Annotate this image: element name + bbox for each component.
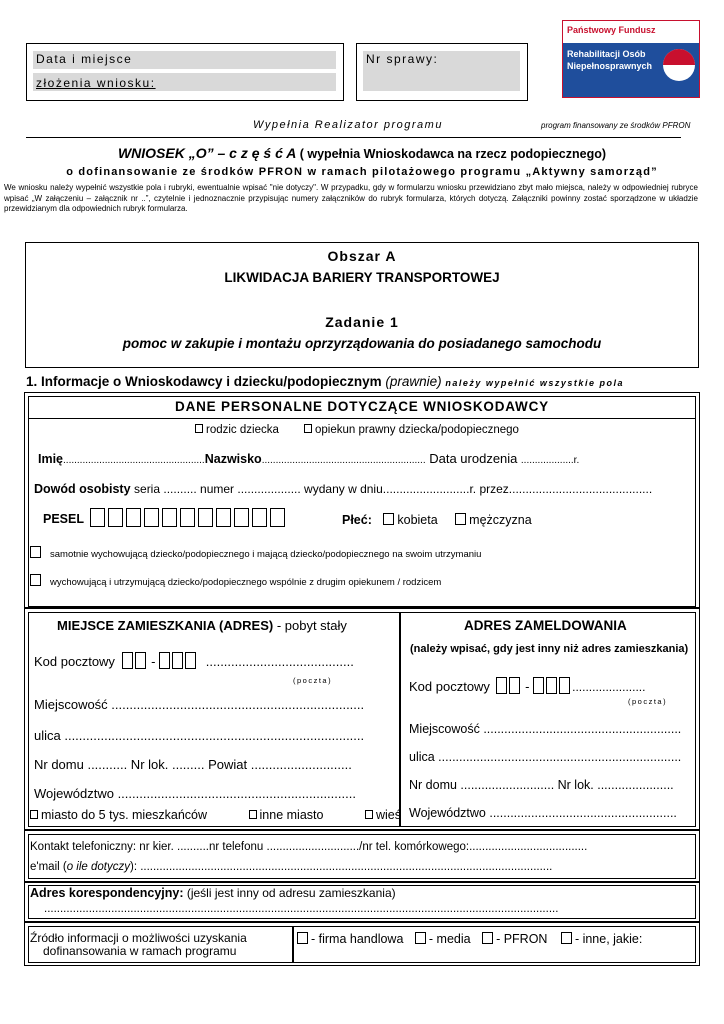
- postal-code-field[interactable]: -: [122, 654, 199, 669]
- email-field[interactable]: ): .................................................................................................................................: [129, 861, 553, 873]
- source-commercial: - firma handlowa: [311, 932, 404, 946]
- phone-row[interactable]: Kontakt telefoniczny: nr kier. ..........nr telefonu ............................./nr tel. komórkowego:.....................................: [30, 841, 588, 853]
- first-name-field[interactable]: ...................................................: [63, 455, 205, 466]
- id-card-field[interactable]: seria .......... numer ................... wydany w dniu..........................r. przez...........................................: [134, 482, 653, 496]
- email-label: e'mail (: [30, 861, 67, 873]
- locality-village: wieś: [375, 808, 401, 822]
- residence-street[interactable]: ulica ...................................................................................: [34, 728, 365, 743]
- section-1-heading: [26, 374, 624, 389]
- registered-number-row[interactable]: Nr domu ........................... Nr lok. ......................: [409, 778, 674, 792]
- residence-postal-row: [34, 652, 354, 669]
- pfron-logo: [562, 20, 700, 98]
- source-media: - media: [428, 932, 471, 946]
- id-card-label: Dowód osobisty: [34, 482, 131, 496]
- role-parent[interactable]: [195, 424, 279, 436]
- pesel-field[interactable]: [90, 512, 288, 526]
- checkbox-icon[interactable]: [561, 932, 572, 944]
- header-divider: [26, 137, 681, 138]
- registered-post-office-caption: (poczta): [628, 697, 668, 706]
- registered-city[interactable]: Miejscowość .........................................................: [409, 722, 682, 736]
- financed-note: program finansowany ze środków PFRON: [541, 121, 691, 130]
- checkbox-icon[interactable]: [30, 574, 41, 586]
- section-1-paren: (prawnie): [385, 374, 442, 389]
- post-office-field[interactable]: .........................................: [205, 654, 354, 669]
- registered-postal-field[interactable]: -: [496, 679, 573, 694]
- correspondence-field[interactable]: .................................................................................................................................................................: [44, 903, 559, 915]
- task-label: Zadanie 1: [325, 314, 399, 330]
- form-title-note: ( wypełnia Wnioskodawca na rzecz podopiecznego): [299, 147, 607, 161]
- role-parent-label: rodzic dziecka: [206, 424, 279, 436]
- last-name-label: Nazwisko: [204, 452, 262, 466]
- email-row[interactable]: [30, 861, 552, 873]
- form-title: [0, 145, 724, 161]
- locality-type-row: [30, 808, 401, 822]
- residence-number-row[interactable]: Nr domu ........... Nr lok. ......... Powiat ............................: [34, 757, 352, 772]
- date-place-label-1: Data i miejsce: [36, 52, 133, 66]
- residence-voivodeship[interactable]: Województwo ..................................................................: [34, 786, 356, 801]
- email-note: o ile dotyczy: [66, 861, 130, 873]
- registered-postal-label: Kod pocztowy: [409, 679, 490, 694]
- single-parent-label: samotnie wychowującą dziecko/podopiecznego i mającą dziecko/podopiecznego na swoim utrzymaniu: [50, 549, 482, 560]
- realizator-note: Wypełnia Realizator programu: [253, 119, 443, 131]
- pesel-label: PESEL: [43, 512, 84, 526]
- correspondence-row: [30, 886, 396, 900]
- role-guardian-label: opiekun prawny dziecka/podopiecznego: [315, 424, 519, 436]
- source-label-1: Źródło informacji o możliwości uzyskania: [30, 931, 247, 945]
- personal-title-divider: [28, 418, 696, 419]
- logo-line-2: Rehabilitacji Osób: [567, 49, 646, 59]
- section-1-note: należy wypełnić wszystkie pola: [445, 378, 624, 388]
- checkbox-icon[interactable]: [365, 810, 373, 819]
- checkbox-icon[interactable]: [482, 932, 493, 944]
- task-name: pomoc w zakupie i montażu oprzyrządowania do posiadanego samochodu: [122, 336, 602, 351]
- registered-title: ADRES ZAMELDOWANIA: [464, 618, 627, 633]
- gender-row: [342, 513, 532, 527]
- case-number-box: [356, 43, 528, 101]
- birth-date-field[interactable]: ...................r.: [520, 455, 580, 466]
- joint-parent-label: wychowującą i utrzymującą dziecko/podopiecznego wspólnie z drugim opiekunem / rodzicem: [50, 577, 442, 588]
- form-instruction: We wniosku należy wypełnić wszystkie pola i rubryki, ewentualnie wpisać "nie dotyczy". W przypadku, gdy w formularzu wniosku przewidziano zbyt mało miejsca, należy w odpowiedniej rubryce wpisać „W załączeniu – załącznik nr ..”, czytelnie i jednoznacznie przypisując numery załączników do rubryk formularza, których dotyczą. Załączniki powinny zostać sporządzone w układzie przewidzianym dla odpowiednich rubryk formularza.: [4, 183, 698, 213]
- post-office-caption: (poczta): [293, 676, 333, 685]
- last-name-field[interactable]: ...........................................................: [261, 455, 426, 466]
- logo-line-3: Niepełnosprawnych: [567, 61, 653, 71]
- correspondence-note: (jeśli jest inny od adresu zamieszkania): [183, 886, 396, 900]
- correspondence-label: Adres korespondencyjny:: [30, 886, 184, 900]
- male-label: mężczyzna: [469, 513, 532, 527]
- postal-code-label: Kod pocztowy: [34, 654, 115, 669]
- area-name: LIKWIDACJA BARIERY TRANSPORTOWEJ: [224, 270, 500, 285]
- single-parent-option[interactable]: [30, 546, 481, 560]
- source-pfron: - PFRON: [496, 932, 548, 946]
- birth-date-label: Data urodzenia: [429, 451, 518, 466]
- checkbox-icon[interactable]: [195, 424, 203, 433]
- locality-other-city: inne miasto: [259, 808, 324, 822]
- locality-small-town: miasto do 5 tys. mieszkańców: [41, 808, 208, 822]
- registered-voivodeship[interactable]: Województwo ......................................................: [409, 806, 677, 820]
- residence-city[interactable]: Miejscowość ......................................................................: [34, 697, 365, 712]
- male-checkbox[interactable]: [455, 513, 466, 525]
- source-label-2: dofinansowania w ramach programu: [43, 944, 237, 958]
- source-options: [297, 932, 642, 946]
- female-label: kobieta: [397, 513, 438, 527]
- female-checkbox[interactable]: [383, 513, 394, 525]
- checkbox-icon[interactable]: [415, 932, 426, 944]
- form-title-main: WNIOSEK „O” – c z ę ś ć A: [117, 145, 296, 161]
- first-name-label: Imię: [38, 452, 64, 466]
- residence-title-rest: - pobyt stały: [273, 618, 347, 633]
- registered-street[interactable]: ulica ......................................................................: [409, 750, 682, 764]
- logo-line-1: Państwowy Fundusz: [567, 25, 656, 35]
- joint-parent-option[interactable]: [30, 574, 441, 588]
- role-guardian[interactable]: [304, 424, 519, 436]
- registered-note: (należy wpisać, gdy jest inny niż adres zamieszkania): [410, 643, 689, 655]
- residence-title-bold: MIEJSCE ZAMIESZKANIA (ADRES): [57, 618, 274, 633]
- case-number-label: Nr sprawy:: [366, 52, 439, 66]
- residence-title: [57, 618, 347, 633]
- date-place-label-2: złożenia wniosku:: [36, 76, 156, 90]
- pesel-row: [43, 508, 288, 527]
- checkbox-icon[interactable]: [30, 810, 38, 819]
- name-row: [38, 451, 579, 466]
- checkbox-icon[interactable]: [297, 932, 308, 944]
- checkbox-icon[interactable]: [249, 810, 257, 819]
- section-1-title: 1. Informacje o Wnioskodawcy i dziecku/podopiecznym: [26, 374, 382, 389]
- checkbox-icon[interactable]: [304, 424, 312, 433]
- area-label: Obszar A: [327, 248, 397, 264]
- checkbox-icon[interactable]: [30, 546, 41, 558]
- area-box: [25, 242, 699, 368]
- source-other: - inne, jakie:: [574, 932, 643, 946]
- registered-post-office-field[interactable]: ......................: [572, 680, 646, 694]
- gender-label: Płeć:: [342, 513, 372, 527]
- personal-title: DANE PERSONALNE DOTYCZĄCE WNIOSKODAWCY: [175, 399, 549, 414]
- logo-circle-icon: [661, 47, 697, 83]
- registered-postal-row: [409, 677, 645, 694]
- date-place-box: [26, 43, 344, 101]
- form-subtitle: o dofinansowanie ze środków PFRON w ramach pilotażowego programu „Aktywny samorząd”: [66, 166, 658, 178]
- id-row: [34, 482, 652, 496]
